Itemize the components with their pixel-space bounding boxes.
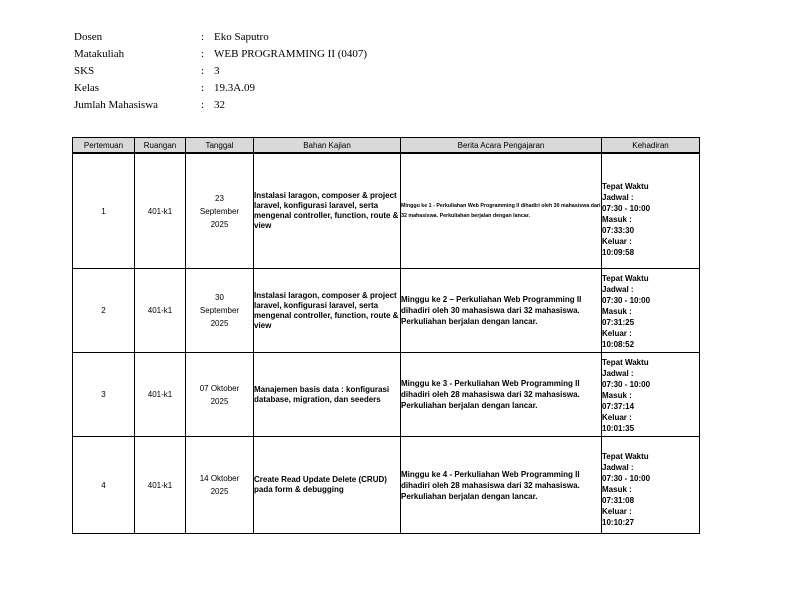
info-colon: : <box>201 31 205 43</box>
hadir-keluar-label: Keluar : <box>602 413 632 422</box>
attendance-table <box>72 137 700 534</box>
hadir-jadwal: 07:30 - 10:00 <box>602 296 651 305</box>
header-bahan-kajian: Bahan Kajian <box>254 138 401 154</box>
info-value: 32 <box>214 99 225 111</box>
info-label: Dosen <box>74 31 103 43</box>
cell-bahan-kajian: Instalasi laragon, composer & project laravel, konfigurasi laravel, serta mengenal controller, function, route & view <box>254 269 401 353</box>
table-header-row <box>73 138 700 154</box>
hadir-status: Tepat Waktu <box>602 452 649 461</box>
hadir-keluar-label: Keluar : <box>602 507 632 516</box>
hadir-jadwal: 07:30 - 10:00 <box>602 380 651 389</box>
hadir-masuk: 07:33:30 <box>602 226 635 235</box>
table-row <box>73 153 700 269</box>
table-row <box>73 269 700 353</box>
cell-bahan-kajian: Manajemen basis data : konfigurasi database, migration, dan seeders <box>254 353 401 437</box>
hadir-status: Tepat Waktu <box>602 274 649 283</box>
hadir-keluar: 10:10:27 <box>602 518 635 527</box>
hadir-masuk-label: Masuk : <box>602 215 632 224</box>
info-colon: : <box>201 99 205 111</box>
info-row-sks <box>74 64 367 81</box>
cell-berita-acara: Minggu ke 2 – Perkuliahan Web Programming II dihadiri oleh 30 mahasiswa dari 32 mahasiswa. Perkuliahan berjalan dengan lancar. <box>401 269 602 353</box>
info-value: 3 <box>214 65 220 77</box>
info-row-kelas <box>74 81 367 98</box>
info-row-jumlah-mahasiswa <box>74 98 367 115</box>
cell-tanggal <box>186 269 254 353</box>
info-label: Kelas <box>74 82 100 94</box>
cell-kehadiran <box>602 437 700 534</box>
hadir-keluar: 10:09:58 <box>602 248 635 257</box>
cell-pertemuan: 3 <box>73 353 135 437</box>
hadir-masuk-label: Masuk : <box>602 307 632 316</box>
cell-ruangan: 401-k1 <box>135 153 186 269</box>
hadir-masuk-label: Masuk : <box>602 391 632 400</box>
tanggal-line: 23 <box>215 193 224 203</box>
header-berita-acara: Berita Acara Pengajaran <box>401 138 602 154</box>
table-row <box>73 353 700 437</box>
cell-kehadiran <box>602 153 700 269</box>
cell-tanggal <box>186 437 254 534</box>
cell-pertemuan: 4 <box>73 437 135 534</box>
info-label: Jumlah Mahasiswa <box>74 99 159 111</box>
cell-berita-acara: Minggu ke 3 - Perkuliahan Web Programming II dihadiri oleh 28 mahasiswa dari 32 mahasiswa. Perkuliahan berjalan dengan lancar. <box>401 353 602 437</box>
hadir-jadwal: 07:30 - 10:00 <box>602 204 651 213</box>
cell-bahan-kajian: Create Read Update Delete (CRUD) pada form & debugging <box>254 437 401 534</box>
info-label: Matakuliah <box>74 48 125 60</box>
info-row-matakuliah <box>74 47 367 64</box>
hadir-keluar: 10:08:52 <box>602 340 635 349</box>
cell-pertemuan: 2 <box>73 269 135 353</box>
info-value: WEB PROGRAMMING II (0407) <box>214 48 368 60</box>
cell-kehadiran <box>602 353 700 437</box>
cell-ruangan: 401-k1 <box>135 437 186 534</box>
header-kehadiran: Kehadiran <box>602 138 700 154</box>
cell-pertemuan: 1 <box>73 153 135 269</box>
hadir-jadwal-label: Jadwal : <box>602 463 634 472</box>
info-row-dosen <box>74 30 367 47</box>
tanggal-line: 2025 <box>210 396 229 406</box>
cell-ruangan: 401-k1 <box>135 353 186 437</box>
info-colon: : <box>201 65 205 77</box>
hadir-status: Tepat Waktu <box>602 182 649 191</box>
info-label: SKS <box>74 65 95 77</box>
tanggal-line: September <box>199 206 240 216</box>
hadir-jadwal: 07:30 - 10:00 <box>602 474 651 483</box>
hadir-masuk: 07:31:25 <box>602 318 635 327</box>
info-colon: : <box>201 82 205 94</box>
hadir-jadwal-label: Jadwal : <box>602 369 634 378</box>
course-info <box>74 30 367 115</box>
cell-tanggal <box>186 353 254 437</box>
tanggal-line: September <box>199 306 240 315</box>
header-tanggal: Tanggal <box>186 138 254 154</box>
hadir-masuk: 07:31:08 <box>602 496 635 505</box>
tanggal-line: 30 <box>215 293 224 302</box>
table-row <box>73 437 700 534</box>
hadir-masuk: 07:37:14 <box>602 402 635 411</box>
hadir-masuk-label: Masuk : <box>602 485 632 494</box>
cell-tanggal <box>186 153 254 269</box>
tanggal-line: 07 Oktober <box>199 383 240 393</box>
hadir-keluar-label: Keluar : <box>602 329 632 338</box>
cell-berita-acara: Minggu ke 1 - Perkuliahan Web Programming II dihadiri oleh 30 mahasiswa dari 32 mahasiswa. Perkuliahan berjalan dengan lancar. <box>401 153 602 269</box>
hadir-keluar: 10:01:35 <box>602 424 635 433</box>
cell-kehadiran <box>602 269 700 353</box>
hadir-jadwal-label: Jadwal : <box>602 193 634 202</box>
tanggal-line: 2025 <box>210 319 229 328</box>
header-ruangan: Ruangan <box>135 138 186 154</box>
cell-berita-acara: Minggu ke 4 - Perkuliahan Web Programming II dihadiri oleh 28 mahasiswa dari 32 mahasiswa. Perkuliahan berjalan dengan lancar. <box>401 437 602 534</box>
hadir-jadwal-label: Jadwal : <box>602 285 634 294</box>
hadir-keluar-label: Keluar : <box>602 237 632 246</box>
cell-ruangan: 401-k1 <box>135 269 186 353</box>
cell-bahan-kajian: Instalasi laragon, composer & project laravel, konfigurasi laravel, serta mengenal controller, function, route & view <box>254 153 401 269</box>
tanggal-line: 2025 <box>210 219 229 229</box>
info-value: 19.3A.09 <box>214 82 255 94</box>
tanggal-line: 2025 <box>210 487 229 496</box>
tanggal-line: 14 Oktober <box>199 474 240 483</box>
info-value: Eko Saputro <box>214 31 269 43</box>
info-colon: : <box>201 48 205 60</box>
header-pertemuan: Pertemuan <box>73 138 135 154</box>
hadir-status: Tepat Waktu <box>602 358 649 367</box>
